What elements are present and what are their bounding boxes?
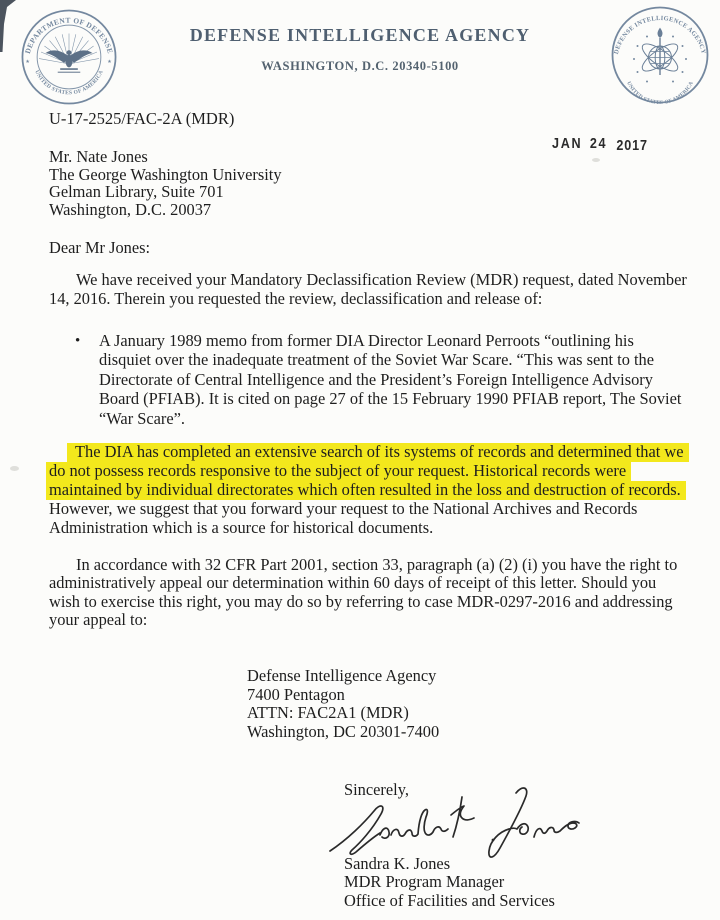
text-line: In accordance with 32 CFR Part 2001, section 33, paragraph (a) (2) (i) you have the right to: [76, 555, 678, 574]
text-line: 7400 Pentagon: [247, 684, 345, 704]
star-icon: ★: [107, 59, 112, 65]
scan-smudge: [10, 466, 19, 471]
text-line: The DIA has completed an extensive search of its systems of records and determined that we: [67, 443, 689, 462]
recipient-address: [49, 148, 282, 218]
text-line: administratively appeal our determination within 60 days of receipt of this letter. Should you: [49, 573, 657, 593]
dia-seal-bottom-text: UNITED STATES OF AMERICA: [625, 80, 695, 105]
text-line: Gelman Library, Suite 701: [49, 182, 224, 202]
agency-address-heading: WASHINGTON, D.C. 20340-5100: [261, 59, 459, 73]
text-line: “War Scare”.: [99, 408, 186, 428]
text-line: Directorate of Central Intelligence and the President’s Foreign Intelligence Advisory: [99, 369, 653, 389]
dod-seal-top-text: DEPARTMENT OF DEFENSE: [22, 15, 116, 55]
text-line: Washington, D.C. 20037: [49, 199, 212, 219]
star-icon: ★: [25, 59, 30, 65]
paragraph-appeal-rights: [49, 556, 677, 630]
bullet-icon: •: [75, 333, 81, 349]
paragraph-nara-suggestion: [49, 500, 637, 538]
highlighted-passage: [46, 443, 689, 500]
text-line: 14, 2016. Therein you requested the review, declassification and release of:: [49, 289, 543, 308]
signer-title: MDR Program Manager: [344, 872, 505, 892]
text-line: Washington, DC 20301-7400: [247, 721, 440, 741]
bullet-item-request-description: [99, 331, 681, 428]
dia-seal: [610, 5, 710, 105]
date-stamp-day: 24: [589, 135, 608, 152]
text-line: disquiet over the inadequate treatment of the Soviet War Scare. “This was sent to the: [99, 350, 655, 370]
valediction: Sincerely,: [344, 780, 409, 799]
dod-seal: [20, 8, 118, 106]
text-line: do not possess records responsive to the subject of your request. Historical records were: [46, 462, 631, 481]
text-line: Defense Intelligence Agency: [247, 666, 437, 685]
text-line: maintained by individual directorates which often resulted in the loss and destruction of records.: [46, 481, 686, 500]
salutation: Dear Mr Jones:: [49, 238, 151, 257]
agency-name-heading: DEFENSE INTELLIGENCE AGENCY: [189, 25, 531, 45]
text-line: your appeal to:: [49, 610, 148, 630]
signer-office: Office of Facilities and Services: [344, 890, 555, 910]
reference-number: U-17-2525/FAC-2A (MDR): [49, 109, 235, 128]
dia-seal-top-text: DEFENSE INTELLIGENCE AGENCY: [612, 14, 708, 55]
paragraph-request-received: [49, 270, 687, 308]
text-line: ATTN: FAC2A1 (MDR): [247, 703, 409, 722]
text-line: The George Washington University: [49, 164, 282, 184]
date-stamp: [552, 135, 648, 152]
scan-smudge: [592, 158, 600, 162]
text-line: Administration which is a source for historical documents.: [49, 517, 434, 537]
dod-seal-bottom-text: UNITED STATES OF AMERICA: [33, 69, 105, 97]
text-line: wish to exercise this right, you may do so by referring to case MDR-0297-2016 and addressing: [49, 591, 673, 611]
text-line: However, we suggest that you forward your request to the National Archives and Records: [49, 499, 638, 518]
text-line: Board (PFIAB). It is cited on page 27 of the 15 February 1990 PFIAB report, The Soviet: [99, 389, 682, 409]
signer-name: Sandra K. Jones: [344, 854, 451, 873]
appeal-address: [247, 667, 439, 741]
signature-block: [344, 855, 555, 910]
date-stamp-year: 2017: [616, 137, 648, 154]
date-stamp-month: JAN: [552, 135, 583, 152]
text-line: Mr. Nate Jones: [49, 147, 148, 166]
text-line: A January 1989 memo from former DIA Director Leonard Perroots “outlining his: [99, 331, 634, 350]
text-line: We have received your Mandatory Declassification Review (MDR) request, dated November: [76, 270, 687, 289]
